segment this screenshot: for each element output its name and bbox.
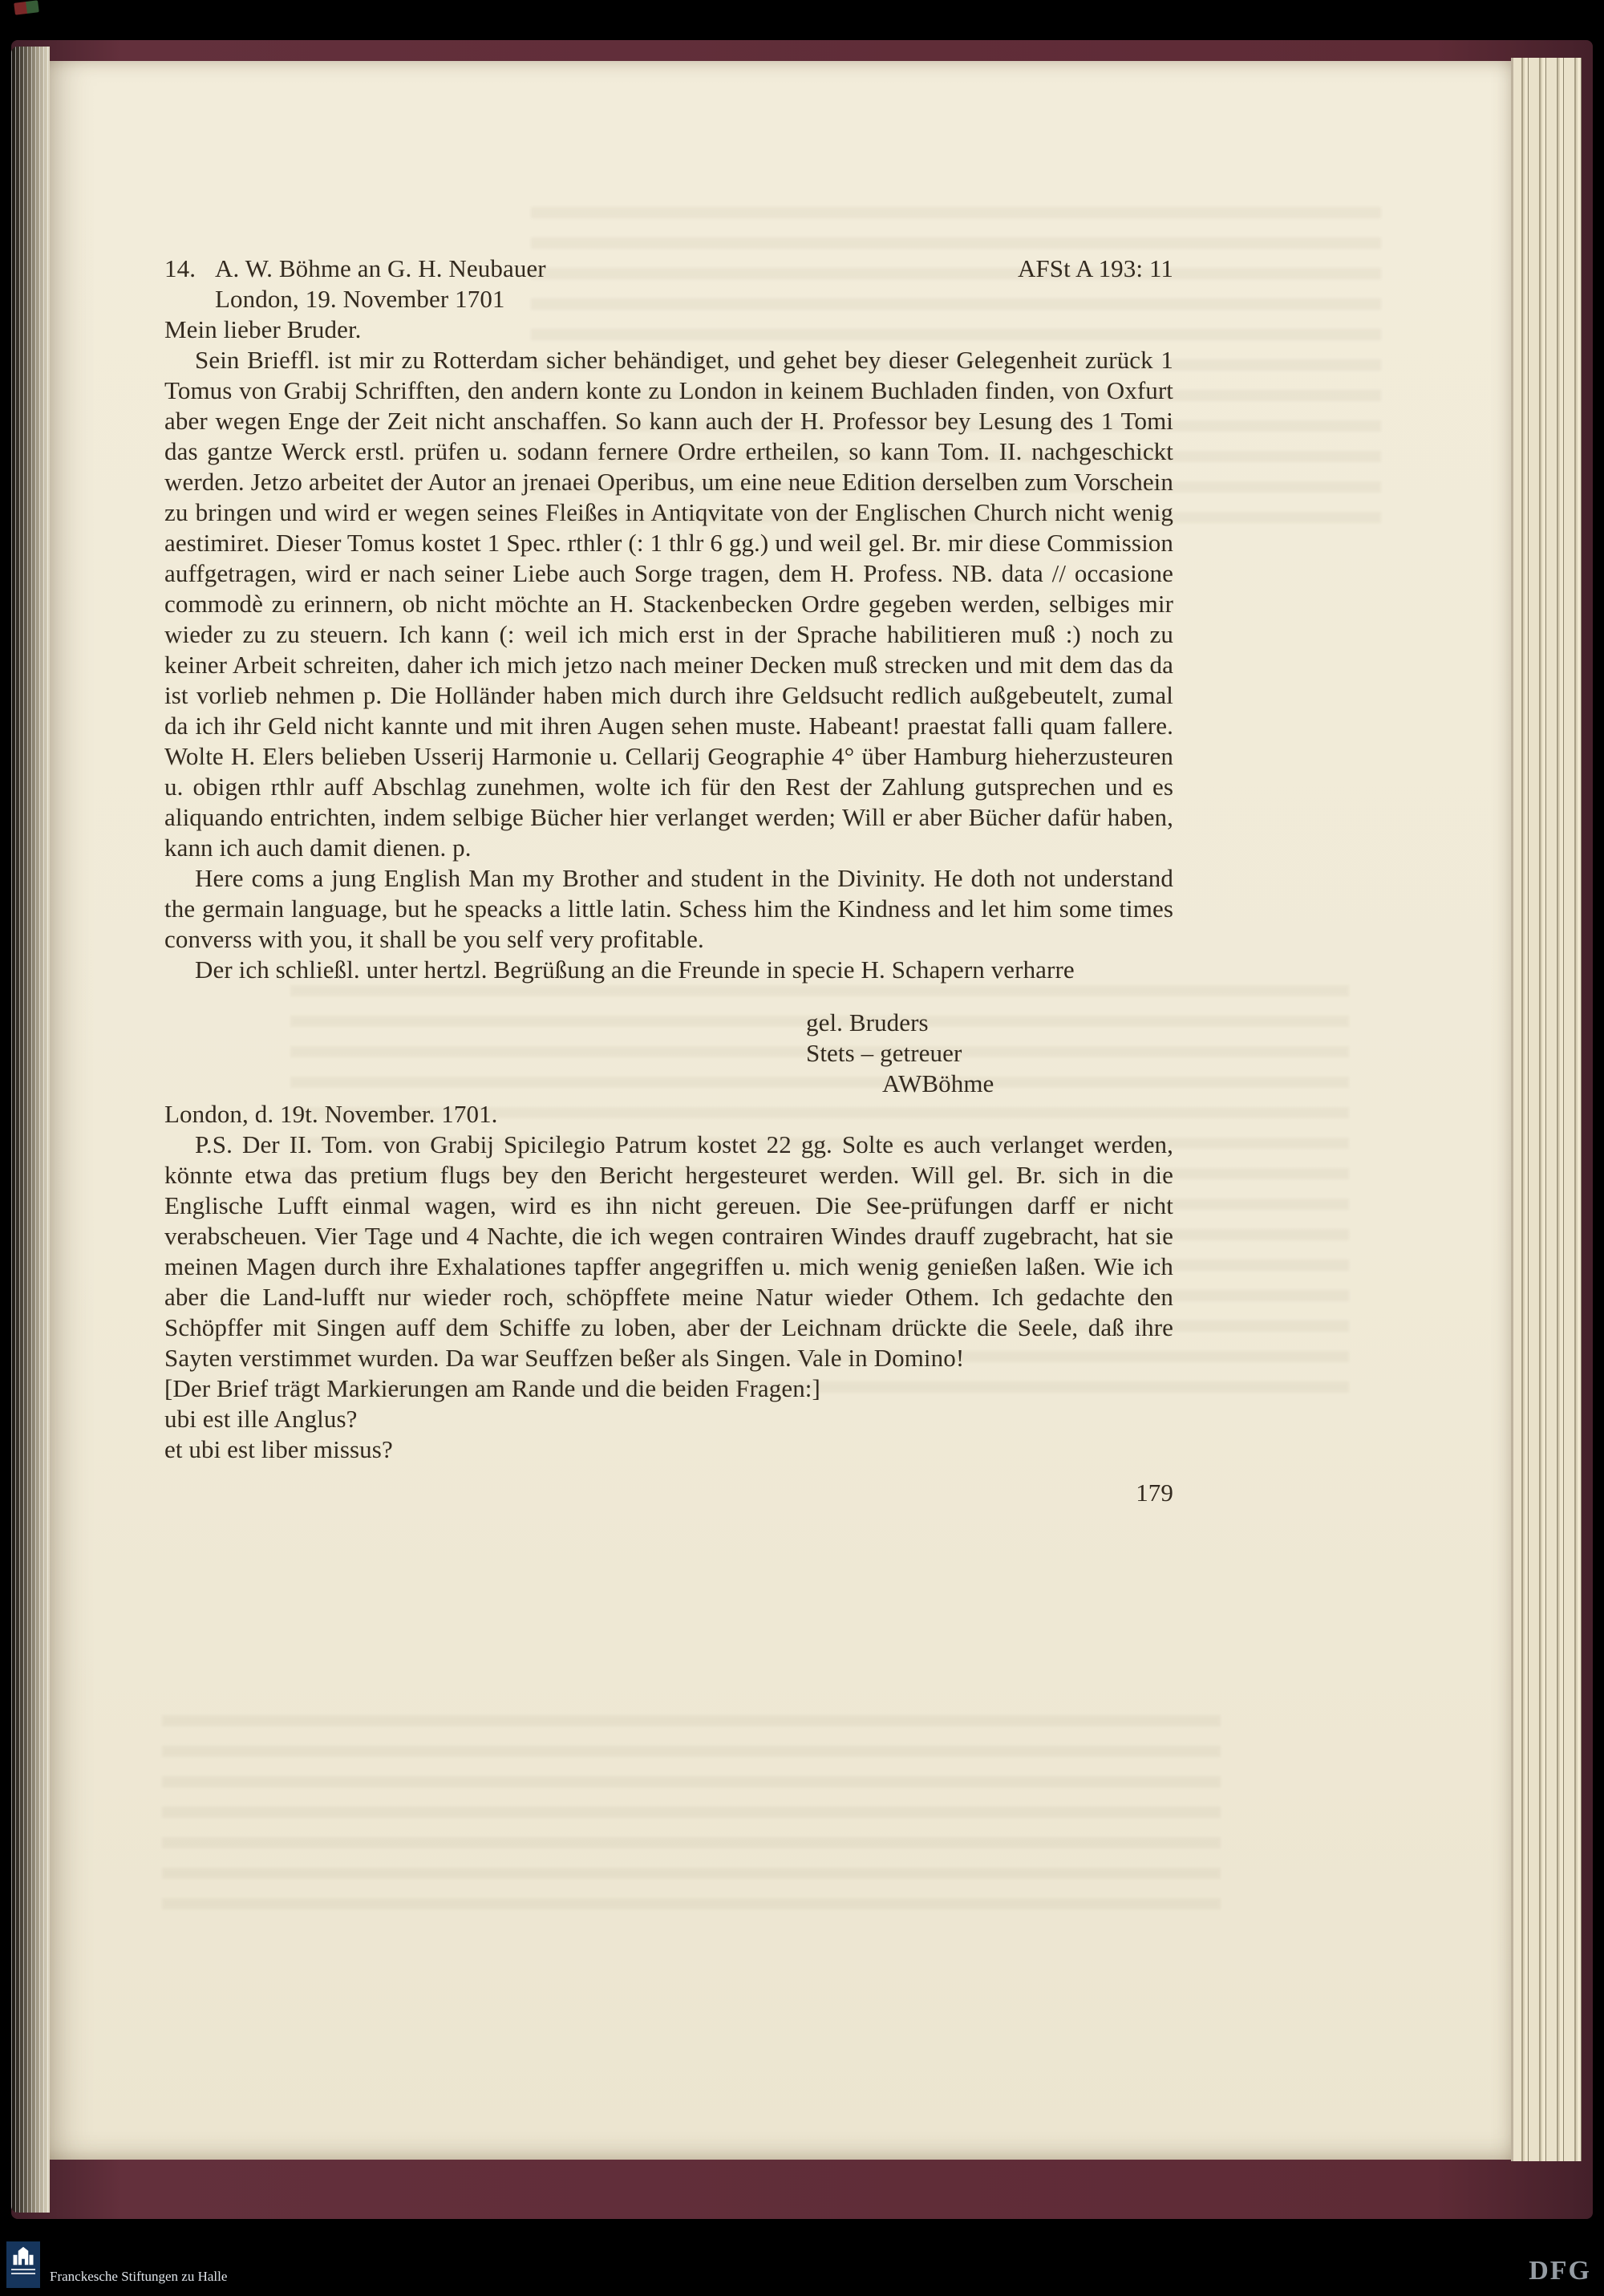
signature-name: AWBöhme (882, 1069, 994, 1097)
signature-line: gel. Bruders (806, 1008, 929, 1036)
logo-caption-bar (11, 2269, 35, 2270)
signature-block (806, 1008, 1173, 1099)
institution-label: Franckesche Stiftungen zu Halle (50, 2269, 228, 2285)
letter-paragraph: Sein Brieffl. ist mir zu Rotterdam sicher behändiget, und gehet bey dieser Gelegenheit zurück 1 Tomus von Grabij Schrifften, den andern konte zu London in keinem Buchladen finden, von Oxfurt aber wegen Enge der Zeit nicht anschaffen. So kann auch der H. Professor bey Lesung des 1 Tomi das gantze Werck erstl. prüfen u. sodann fernere Ordre ertheilen, so kann Tom. II. nachgeschickt werden. Jetzo arbeitet der Autor an jrenaei Operibus, um eine neue Edition derselben zum Vorschein zu bringen und wird er wegen seines Fleißes in Antiqvitate von der Englischen Church nicht wenig aestimiret. Dieser Tomus kostet 1 Spec. rthler (: 1 thlr 6 gg.) und weil gel. Br. mir diese Commission auffgetragen, wird er nach seiner Liebe auch Sorge tragen, dem H. Profess. NB. data // occasione commodè zu erinnern, ob nicht möchte an H. Stackenbecken Ordre gegeben werden, selbiges mir wieder zu zu steuern. Ich kann (: weil ich mich erst in der Sprache habilitieren muß :) noch zu keiner Arbeit schreiten, daher ich mich jetzo nach meiner Decken muß strecken und mit dem das da ist vorlieb nehmen p. Die Holländer haben mich durch ihre Geldsucht redlich außgebeutelt, zumal da ich ihr Geld nicht kannte und mit ihren Augen sehen muste. Habeant! praestat falli quam fallere. Wolte H. Elers belieben Usserij Harmonie u. Cellarij Geographie 4° über Hamburg hieherzusteuren u. obigen rthlr auff Abschlag zunehmen, wolte ich für den Rest der Zahlung gutsprechen und es aliquando entrichten, indem selbige Bücher hier verlanget werden; Will er aber Bücher dafür haben, kann ich auch damit dienen. p. (164, 346, 1173, 862)
salutation: Mein lieber Bruder. (164, 315, 362, 343)
left-page-edges (11, 47, 50, 2213)
page-number: 179 (1136, 1479, 1173, 1507)
editor-note: [Der Brief trägt Markierungen am Rande und die beiden Fragen:] (164, 1374, 820, 1402)
postscript: P.S. Der II. Tom. von Grabij Spicilegio Patrum kostet 22 gg. Solte es auch verlanget werden, könnte etwa das pretium flugs bey den Bericht hergesteuret werden. Will gel. Br. sich in die Englische Lufft einmal wagen, wird es ihn nicht gereuen. Die See-prüfungen darff er nicht verabscheuen. Vier Tage und 4 Nachte, die ich wegen contrairen Windes drauff zugebracht, hat sie meinen Magen durch ihre Exhalationes tapffer angegriffen u. mich wenig genießen laßen. Wie ich aber die Land-lufft nur wieder roch, schöpffete meine Natur wieder Othem. Ich gedachte den Schöpffer mit Singen auff dem Schiffe zu loben, aber der Leichnam drückte die Seele, daß ihre Sayten verstimmet wurden. Da war Seuffzen beßer als Singen. Vale in Domino! (164, 1130, 1173, 1372)
letter-header (164, 254, 1173, 314)
letter-title: A. W. Böhme an G. H. Neubauer (215, 254, 546, 282)
letter-place-date: London, 19. November 1701 (215, 285, 505, 313)
date-line: London, d. 19t. November. 1701. (164, 1100, 498, 1128)
letter-paragraph: Der ich schließl. unter hertzl. Begrüßung an die Freunde in specie H. Schapern verharre (195, 955, 1075, 984)
letter-text-column (164, 254, 1173, 1508)
franckesche-stiftungen-logo (6, 2241, 227, 2288)
archive-reference: AFSt A 193: 11 (1017, 254, 1173, 282)
book-page (50, 61, 1511, 2160)
signature-line: Stets – getreuer (806, 1039, 962, 1067)
franckesche-building-icon (6, 2241, 40, 2288)
marginal-question: et ubi est liber missus? (164, 1435, 393, 1463)
bleed-through-texture (162, 1706, 1221, 1922)
letter-number: 14. (164, 254, 196, 282)
dfg-logo: DFG (1529, 2256, 1591, 2286)
viewer-footer (0, 2219, 1604, 2296)
ribbon-marker (14, 0, 39, 15)
marginal-question: ubi est ille Anglus? (164, 1405, 358, 1433)
book-cover (11, 40, 1593, 2219)
logo-caption-bar (11, 2273, 35, 2274)
letter-paragraph: Here coms a jung English Man my Brother and student in the Divinity. He doth not understand the germain language, but he speacks a little latin. Schess him the Kindness and let him some times converss with you, it shall be you self very profitable. (164, 864, 1173, 953)
right-page-edges (1511, 58, 1582, 2161)
